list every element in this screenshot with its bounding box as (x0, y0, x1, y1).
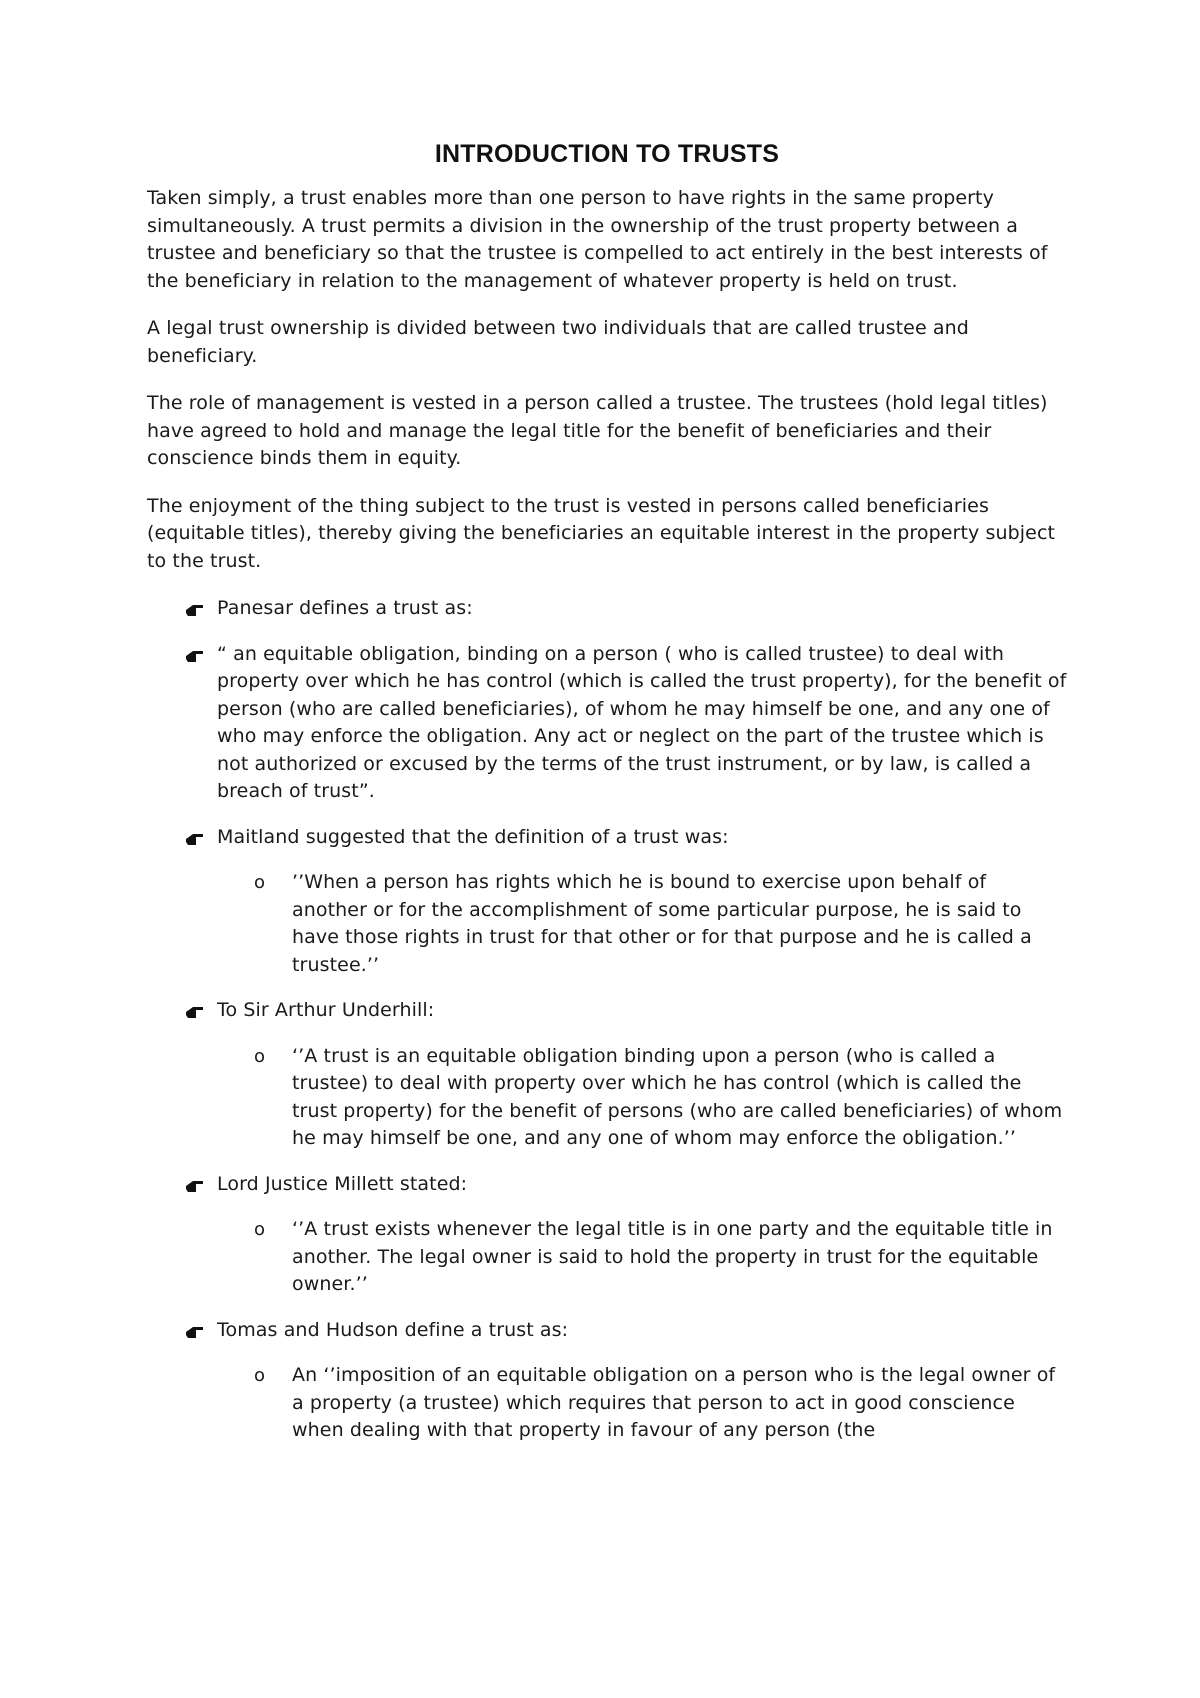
pointing-hand-icon (185, 1005, 205, 1019)
paragraph: Taken simply, a trust enables more than one person to have rights in the same property simultaneously. A trust permits a division in the ownership of the trust property between a trustee and beneficiary so that the trustee is compelled to act entirely in the best interests of the beneficiary in relation to the management of whatever property is held on trust. (147, 187, 1048, 292)
sub-text: ’’When a person has rights which he is bound to exercise upon behalf of another or for the accomplishment of some particular purpose, he is said to have those rights in trust for that other or for that purpose and he is called a trustee.’’ (292, 871, 1032, 976)
bullet-item (147, 595, 1067, 623)
sub-item (147, 1362, 1067, 1445)
sub-item (147, 1043, 1067, 1153)
sub-marker: o (254, 1219, 266, 1240)
pointing-hand-icon (185, 832, 205, 846)
bullet-text: To Sir Arthur Underhill: (217, 999, 435, 1021)
bullet-item (147, 997, 1067, 1025)
bullet-item (147, 824, 1067, 852)
pointing-hand-icon (185, 1179, 205, 1193)
pointing-hand-icon (185, 1325, 205, 1339)
sub-marker: o (254, 872, 266, 893)
bullet-item (147, 1317, 1067, 1345)
sub-text: ‘’A trust exists whenever the legal title is in one party and the equitable title in another. The legal owner is said to hold the property in trust for the equitable owner.’’ (292, 1218, 1053, 1295)
paragraph: A legal trust ownership is divided between two individuals that are called trustee and beneficiary. (147, 317, 969, 367)
sub-item (147, 1216, 1067, 1299)
bullet-text: “ an equitable obligation, binding on a person ( who is called trustee) to deal with property over which he has control (which is called the trust property), for the benefit of person (who are called beneficiaries), of whom he may himself be one, and any one of who may enforce the obligation. Any act or neglect on the part of the trustee which is not authorized or excused by the terms of the trust instrument, or by law, is called a breach of trust”. (217, 642, 1067, 802)
document-content (147, 140, 1067, 1463)
bullet-item (147, 641, 1067, 806)
sub-text: An ‘’imposition of an equitable obligation on a person who is the legal owner of a property (a trustee) which requires that person to act in good conscience when dealing with that property in favour of any person (the (292, 1364, 1056, 1441)
sub-marker: o (254, 1365, 266, 1386)
bullet-text: Panesar defines a trust as: (217, 597, 473, 619)
bullet-item (147, 1171, 1067, 1199)
pointing-hand-icon (185, 603, 205, 617)
sub-marker: o (254, 1045, 266, 1067)
paragraph: The role of management is vested in a person called a trustee. The trustees (hold legal titles) have agreed to hold and manage the legal title for the benefit of beneficiaries and their conscience binds them in equity. (147, 392, 1048, 469)
bullet-text: Maitland suggested that the definition of a trust was: (217, 825, 729, 848)
bullet-text: Tomas and Hudson define a trust as: (217, 1318, 569, 1341)
pointing-hand-icon (185, 649, 205, 663)
sub-text: ‘’A trust is an equitable obligation binding upon a person (who is called a trustee) to deal with property over which he has control (which is called the trust property) for the benefit of persons (who are called beneficiaries) of whom he may himself be one, and any one of whom may enforce the obligation.’’ (292, 1044, 1063, 1149)
page-title: INTRODUCTION TO TRUSTS (434, 140, 780, 168)
paragraph: The enjoyment of the thing subject to the trust is vested in persons called beneficiaries (equitable titles), thereby giving the beneficiaries an equitable interest in the property subject to the trust. (147, 494, 1056, 572)
bullet-text: Lord Justice Millett stated: (217, 1172, 468, 1195)
sub-item (147, 869, 1067, 979)
